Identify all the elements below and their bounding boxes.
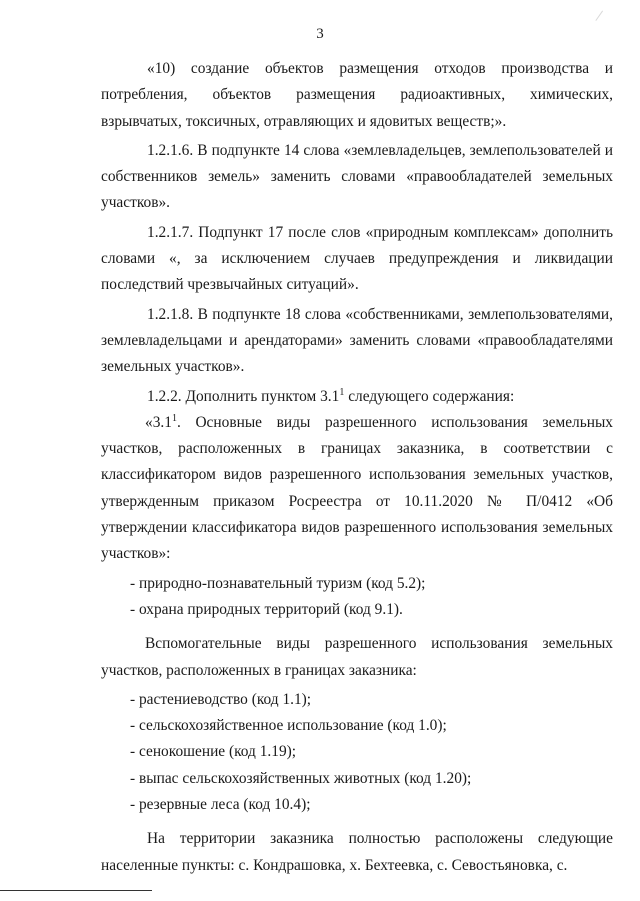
paragraph-1-2-1-7: 1.2.1.7. Подпункт 17 после слов «природным комплексам» дополнить словами «, за исключением случаев предупреждения и ликвидации последствий чрезвычайных ситуаций». (101, 223, 613, 294)
list-item: - резервные леса (код 10.4); (130, 796, 311, 814)
list-item: - природно-познавательный туризм (код 5.2); (130, 574, 426, 592)
paragraph-item-10: «10) создание объектов размещения отходов производства и потребления, объектов размещения радиоактивных, химических, взрывчатых, токсичных, отравляющих и ядовитых веществ;». (101, 60, 613, 130)
paragraph-1-2-1-8: 1.2.1.8. В подпункте 18 слова «собственниками, землепользователями, землевладельцами и арендаторами» заменить словами «правообладателями земельных участков». (101, 305, 613, 376)
paragraph-3-1-1-tail: . Основные виды разрешенного использования земельных участков, расположенных в границах заказника, в соответствии с классификатором видов разрешенного использования земельных участков, утвержденным приказом Росреестра от 10.11.2020 № П/0412 «Об утверждении классификатора видов разрешенного использования земельных участков»: (101, 413, 613, 563)
list-item: - охрана природных территорий (код 9.1). (130, 600, 403, 618)
footnote-divider (0, 890, 152, 891)
paragraph-1-2-2 (101, 384, 613, 410)
paragraph-1-2-2-text: 1.2.2. Дополнить пунктом 3.1 (147, 387, 340, 405)
paragraph-auxiliary-uses: Вспомогательные виды разрешенного использования земельных участков, расположенных в границах заказника: (101, 635, 613, 679)
paragraph-1-2-1-6: 1.2.1.6. В подпункте 14 слова «землевладельцев, землепользователей и собственников земель» заменить словами «правообладателей земельных участков». (101, 141, 613, 212)
paragraph-1-2-2-tail: следующего содержания: (344, 387, 515, 405)
list-item: - выпас сельскохозяйственных животных (код 1.20); (130, 769, 472, 787)
list-item: - растениеводство (код 1.1); (130, 690, 312, 708)
document-body (101, 56, 613, 879)
paragraph-settlements: На территории заказника полностью расположены следующие населенные пункты: с. Кондрашовка, х. Бехтеевка, с. Севостьяновка, с. (101, 830, 613, 874)
paragraph-3-1-1 (101, 410, 613, 568)
superscript: 1 (171, 412, 177, 424)
list-item: - сельскохозяйственное использование (код 1.0); (130, 717, 447, 735)
superscript: 1 (339, 386, 345, 398)
scan-mark (595, 11, 609, 26)
page-number: 3 (316, 26, 324, 42)
list-item: - сенокошение (код 1.19); (130, 743, 297, 761)
paragraph-3-1-1-text: «3.1 (145, 413, 172, 431)
